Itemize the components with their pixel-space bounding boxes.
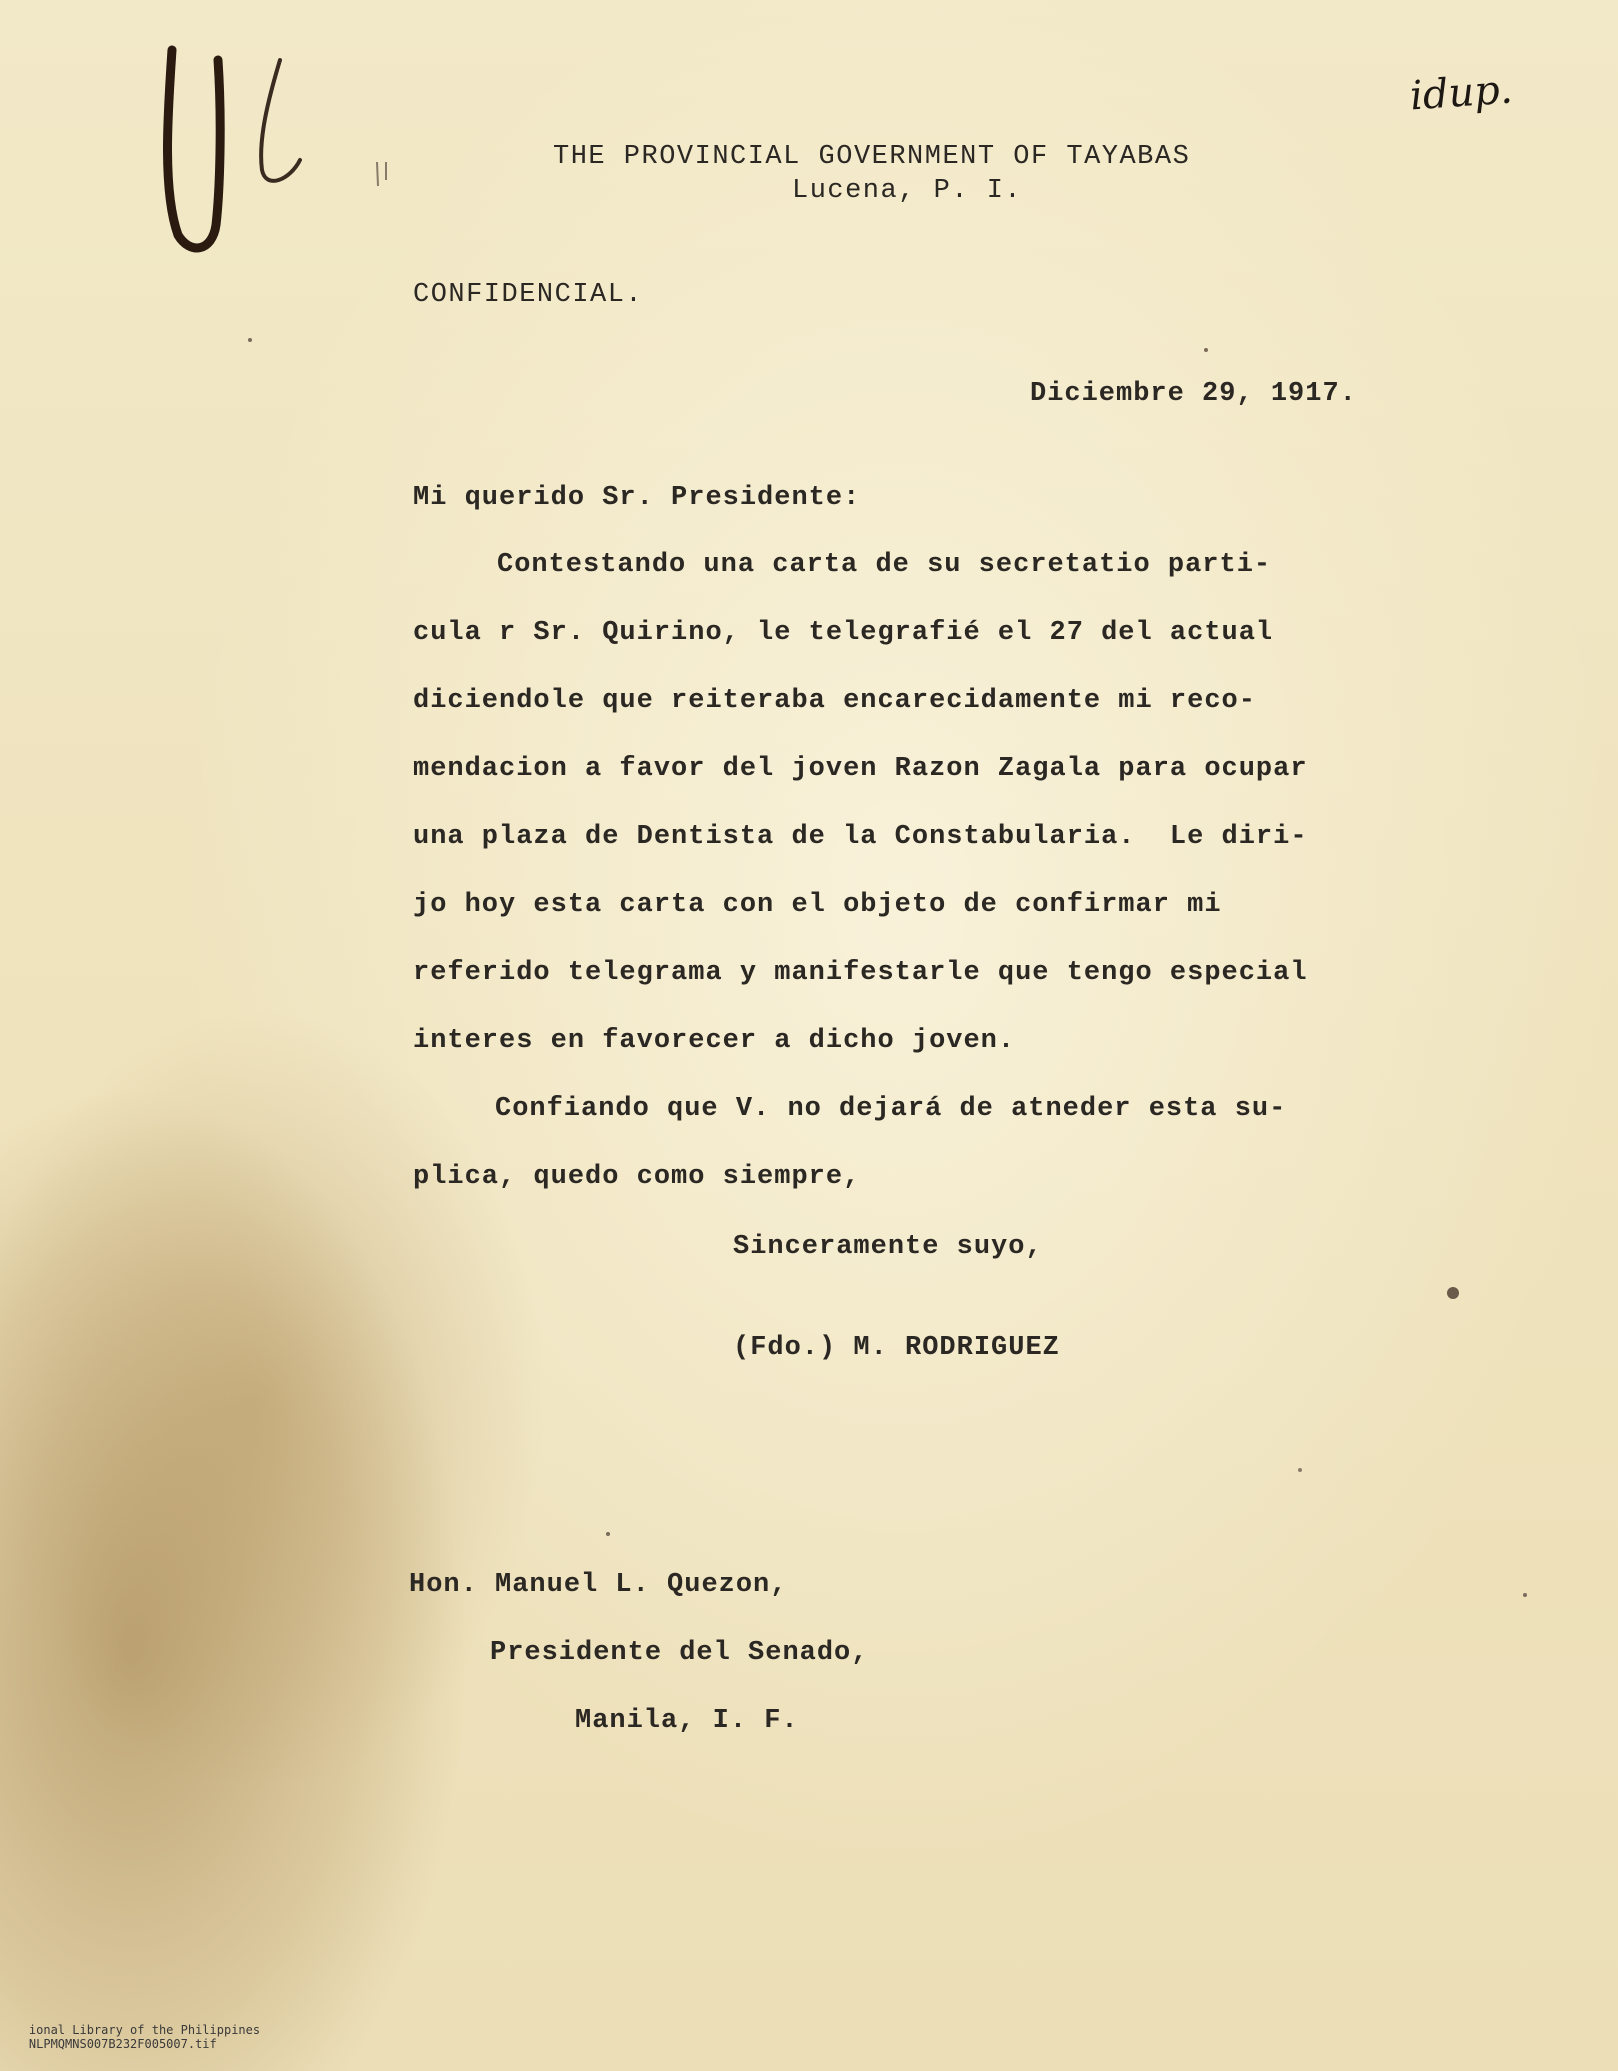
- body-line: Confiando que V. no dejará de atneder esta su-: [495, 1094, 1287, 1124]
- body-line: una plaza de Dentista de la Constabularia. Le diri-: [413, 822, 1308, 852]
- archive-footer: [0, 2009, 300, 2065]
- letterhead-title: THE PROVINCIAL GOVERNMENT OF TAYABAS: [553, 142, 1191, 172]
- body-line: jo hoy esta carta con el objeto de confirmar mi: [413, 890, 1222, 920]
- closing: Sinceramente suyo,: [733, 1232, 1043, 1262]
- salutation: Mi querido Sr. Presidente:: [413, 483, 861, 513]
- body-line: Contestando una carta de su secretatio parti-: [497, 550, 1272, 580]
- body-line: mendacion a favor del joven Razon Zagala para ocupar: [413, 754, 1308, 784]
- top-right-handwritten-note: idup.: [1408, 66, 1514, 120]
- body-line: diciendole que reiteraba encarecidamente mi reco-: [413, 686, 1256, 716]
- letter-date: Diciembre 29, 1917.: [1030, 379, 1357, 409]
- body-line: referido telegrama y manifestarle que tengo especial: [413, 958, 1308, 988]
- confidential-label: CONFIDENCIAL.: [413, 280, 644, 310]
- body-line: interes en favorecer a dicho joven.: [413, 1026, 1016, 1056]
- library-label: ional Library of the Philippines: [28, 2023, 261, 2037]
- signature: (Fdo.) M. RODRIGUEZ: [733, 1333, 1060, 1363]
- file-name: NLPMQMNS007B232F005007.tif: [28, 2037, 217, 2051]
- addressee-location: Manila, I. F.: [575, 1706, 799, 1736]
- body-line: plica, quedo como siempre,: [413, 1162, 861, 1192]
- addressee-name: Hon. Manuel L. Quezon,: [409, 1570, 788, 1600]
- body-line: cula r Sr. Quirino, le telegrafié el 27 del actual: [413, 618, 1274, 648]
- addressee-title: Presidente del Senado,: [490, 1638, 869, 1668]
- letterhead-location: Lucena, P. I.: [792, 176, 1023, 206]
